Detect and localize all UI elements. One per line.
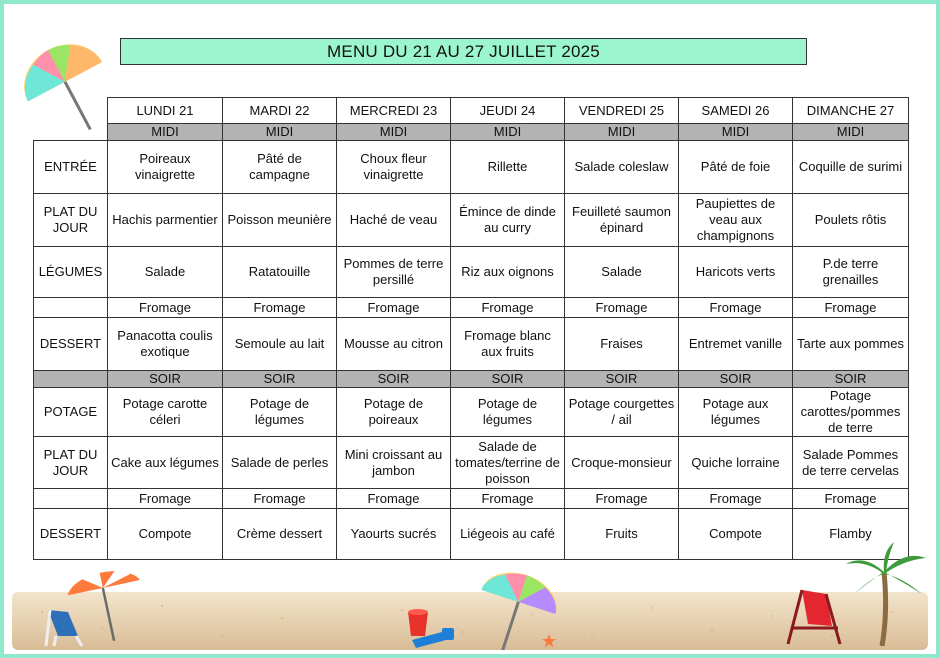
menu-cell: Potage courgettes / ail bbox=[565, 388, 679, 437]
menu-table bbox=[33, 97, 909, 560]
menu-cell: Fromage bbox=[565, 298, 679, 318]
sand-bucket-icon bbox=[402, 606, 458, 650]
menu-cell: Mousse au citron bbox=[337, 318, 451, 371]
meal-band: SOIR bbox=[793, 371, 909, 388]
menu-cell: Coquille de surimi bbox=[793, 141, 909, 194]
menu-cell: Compote bbox=[679, 509, 793, 560]
menu-cell: Potage de poireaux bbox=[337, 388, 451, 437]
menu-cell: Fromage blanc aux fruits bbox=[451, 318, 565, 371]
menu-cell: Salade bbox=[565, 247, 679, 298]
menu-cell: Croque-monsieur bbox=[565, 437, 679, 489]
day-header: SAMEDI 26 bbox=[679, 98, 793, 124]
menu-cell: Émince de dinde au curry bbox=[451, 194, 565, 247]
menu-cell: Fromage bbox=[337, 489, 451, 509]
menu-cell: Fromage bbox=[565, 489, 679, 509]
menu-cell: Pâté de campagne bbox=[223, 141, 337, 194]
menu-cell: Poisson meunière bbox=[223, 194, 337, 247]
row-label: PLAT DU JOUR bbox=[34, 194, 108, 247]
table-row bbox=[34, 489, 909, 509]
menu-cell: Potage carottes/pommes de terre bbox=[793, 388, 909, 437]
menu-cell: P.de terre grenailles bbox=[793, 247, 909, 298]
day-header: LUNDI 21 bbox=[108, 98, 223, 124]
menu-cell: Crème dessert bbox=[223, 509, 337, 560]
table-row bbox=[34, 437, 909, 489]
menu-cell: Salade de perles bbox=[223, 437, 337, 489]
menu-cell: Rillette bbox=[451, 141, 565, 194]
row-label bbox=[34, 298, 108, 318]
meal-band: MIDI bbox=[451, 124, 565, 141]
meal-band: SOIR bbox=[337, 371, 451, 388]
menu-cell: Riz aux oignons bbox=[451, 247, 565, 298]
menu-cell: Pâté de foie bbox=[679, 141, 793, 194]
day-header: VENDREDI 25 bbox=[565, 98, 679, 124]
menu-cell: Hachis parmentier bbox=[108, 194, 223, 247]
meal-band: SOIR bbox=[451, 371, 565, 388]
deck-chair-icon bbox=[40, 606, 90, 648]
day-header: JEUDI 24 bbox=[451, 98, 565, 124]
meal-band: SOIR bbox=[108, 371, 223, 388]
menu-cell: Salade bbox=[108, 247, 223, 298]
menu-cell: Fromage bbox=[679, 298, 793, 318]
row-label: POTAGE bbox=[34, 388, 108, 437]
row-label: ENTRÉE bbox=[34, 141, 108, 194]
menu-cell: Fromage bbox=[679, 489, 793, 509]
menu-cell: Cake aux légumes bbox=[108, 437, 223, 489]
soir-band-row bbox=[34, 371, 909, 388]
menu-cell: Paupiettes de veau aux champignons bbox=[679, 194, 793, 247]
menu-cell: Fromage bbox=[108, 298, 223, 318]
deck-chair-icon bbox=[782, 586, 844, 648]
menu-cell: Potage de légumes bbox=[223, 388, 337, 437]
menu-cell: Entremet vanille bbox=[679, 318, 793, 371]
meal-band: MIDI bbox=[223, 124, 337, 141]
menu-cell: Poulets rôtis bbox=[793, 194, 909, 247]
menu-cell: Compote bbox=[108, 509, 223, 560]
starfish-icon bbox=[542, 634, 556, 648]
meal-band: SOIR bbox=[679, 371, 793, 388]
row-label: PLAT DU JOUR bbox=[34, 437, 108, 489]
table-row bbox=[34, 298, 909, 318]
menu-cell: Salade de tomates/terrine de poisson bbox=[451, 437, 565, 489]
table-row bbox=[34, 388, 909, 437]
menu-cell: Potage carotte céleri bbox=[108, 388, 223, 437]
menu-cell: Fromage bbox=[793, 489, 909, 509]
menu-cell: Tarte aux pommes bbox=[793, 318, 909, 371]
menu-cell: Salade coleslaw bbox=[565, 141, 679, 194]
meal-band: MIDI bbox=[337, 124, 451, 141]
menu-cell: Pommes de terre persillé bbox=[337, 247, 451, 298]
menu-cell: Mini croissant au jambon bbox=[337, 437, 451, 489]
menu-cell: Ratatouille bbox=[223, 247, 337, 298]
meal-band: SOIR bbox=[565, 371, 679, 388]
menu-cell: Fromage bbox=[451, 489, 565, 509]
menu-cell: Fromage bbox=[223, 489, 337, 509]
menu-cell: Fromage bbox=[108, 489, 223, 509]
day-header: DIMANCHE 27 bbox=[793, 98, 909, 124]
table-row bbox=[34, 318, 909, 371]
menu-cell: Potage de légumes bbox=[451, 388, 565, 437]
table-row bbox=[34, 141, 909, 194]
menu-cell: Poireaux vinaigrette bbox=[108, 141, 223, 194]
menu-cell: Fruits bbox=[565, 509, 679, 560]
meal-band: MIDI bbox=[679, 124, 793, 141]
row-label: DESSERT bbox=[34, 509, 108, 560]
menu-cell: Panacotta coulis exotique bbox=[108, 318, 223, 371]
menu-cell: Salade Pommes de terre cervelas bbox=[793, 437, 909, 489]
row-label bbox=[34, 489, 108, 509]
table-row bbox=[34, 509, 909, 560]
meal-band: MIDI bbox=[565, 124, 679, 141]
meal-band: MIDI bbox=[108, 124, 223, 141]
menu-cell: Fraises bbox=[565, 318, 679, 371]
menu-cell: Potage aux légumes bbox=[679, 388, 793, 437]
menu-cell: Haché de veau bbox=[337, 194, 451, 247]
table-row bbox=[34, 194, 909, 247]
row-label: LÉGUMES bbox=[34, 247, 108, 298]
menu-cell: Fromage bbox=[451, 298, 565, 318]
meal-band: SOIR bbox=[223, 371, 337, 388]
menu-cell: Fromage bbox=[793, 298, 909, 318]
table-row bbox=[34, 247, 909, 298]
day-header: MARDI 22 bbox=[223, 98, 337, 124]
menu-cell: Quiche lorraine bbox=[679, 437, 793, 489]
menu-cell: Yaourts sucrés bbox=[337, 509, 451, 560]
menu-cell: Fromage bbox=[223, 298, 337, 318]
midi-band-row bbox=[34, 124, 909, 141]
days-header-row bbox=[34, 98, 909, 124]
menu-cell: Flamby bbox=[793, 509, 909, 560]
menu-cell: Fromage bbox=[337, 298, 451, 318]
row-label: DESSERT bbox=[34, 318, 108, 371]
menu-cell: Feuilleté saumon épinard bbox=[565, 194, 679, 247]
page-title: MENU DU 21 AU 27 JUILLET 2025 bbox=[120, 38, 807, 65]
menu-cell: Liégeois au café bbox=[451, 509, 565, 560]
menu-cell: Haricots verts bbox=[679, 247, 793, 298]
menu-cell: Semoule au lait bbox=[223, 318, 337, 371]
menu-cell: Choux fleur vinaigrette bbox=[337, 141, 451, 194]
day-header: MERCREDI 23 bbox=[337, 98, 451, 124]
palm-tree-icon bbox=[844, 542, 928, 646]
meal-band: MIDI bbox=[793, 124, 909, 141]
